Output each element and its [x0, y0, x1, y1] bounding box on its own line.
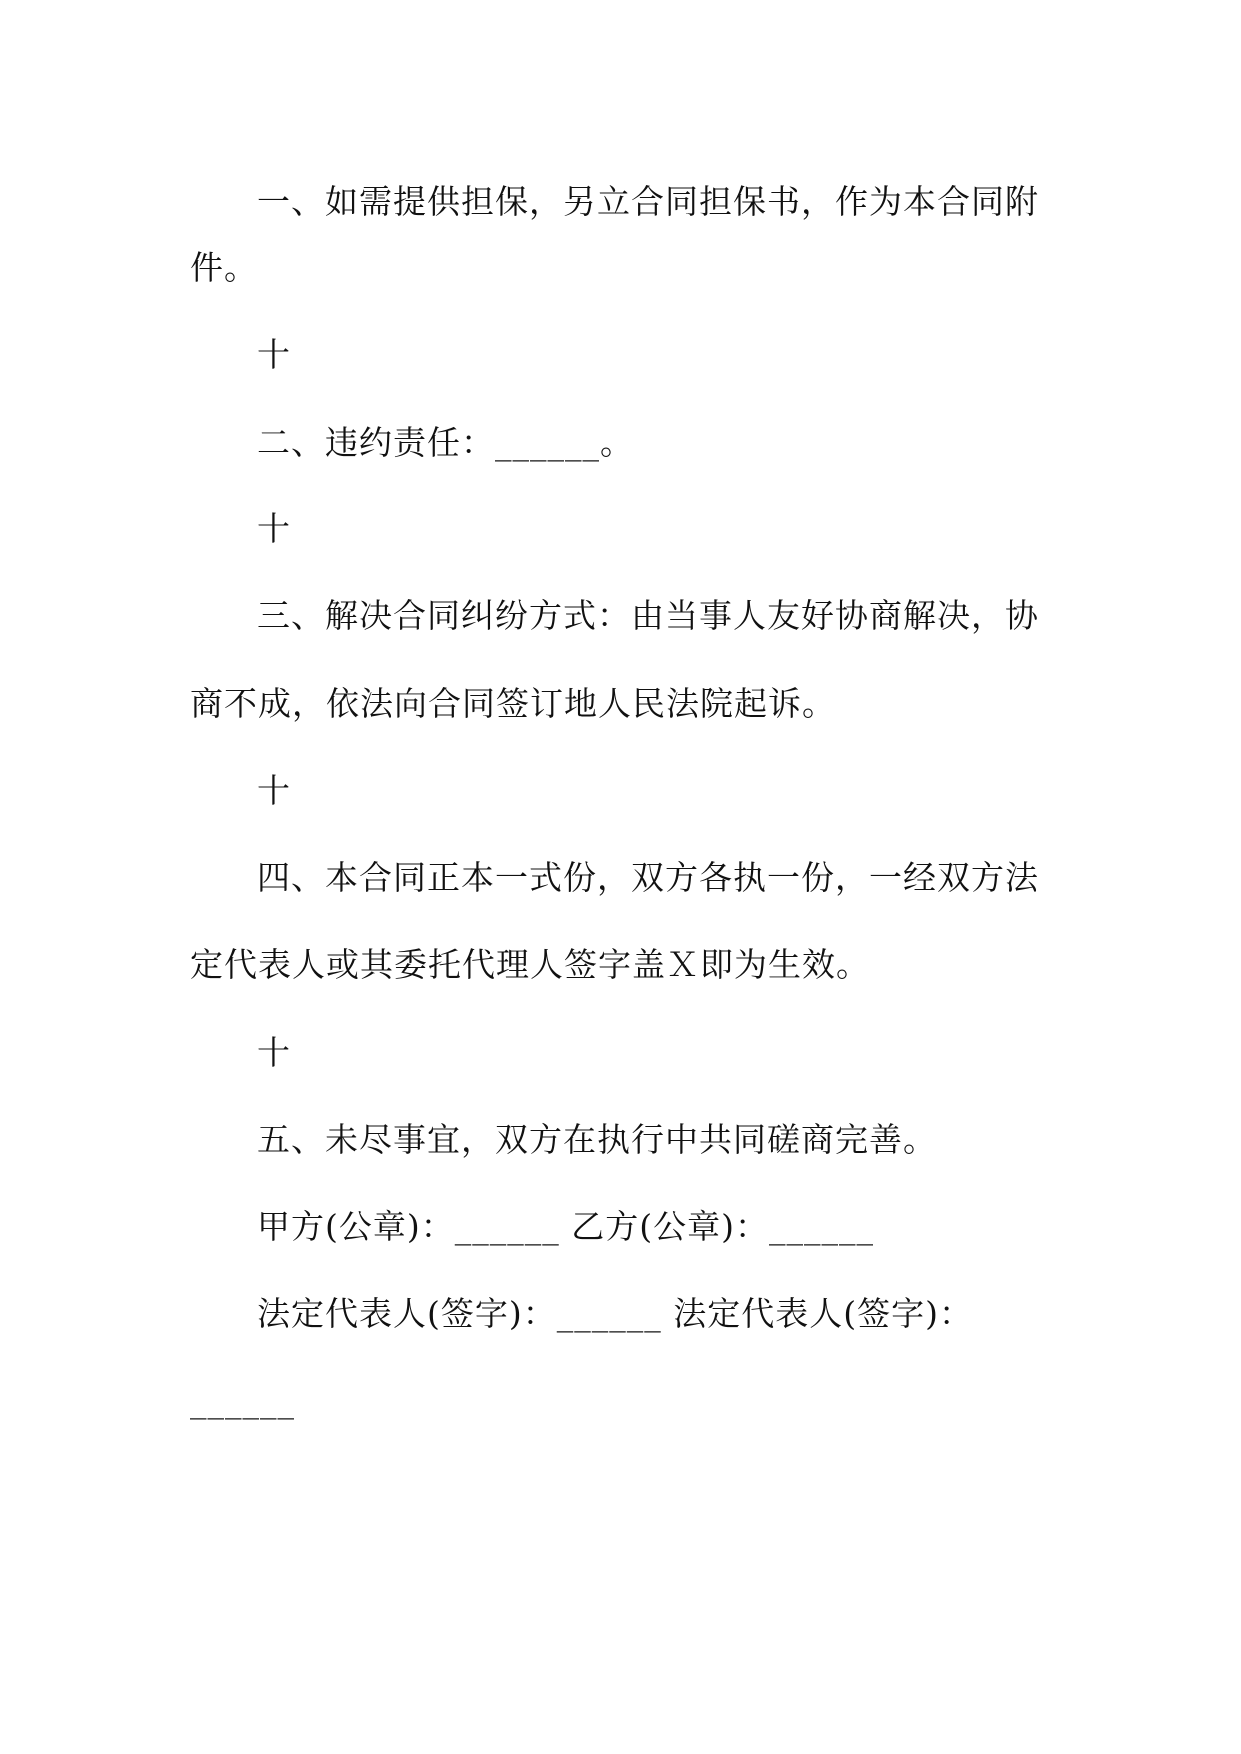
- section-marker: 十: [257, 509, 291, 548]
- clause-4-line-1: 四、本合同正本一式份，双方各执一份，一经双方法: [257, 858, 1039, 897]
- clause-1-line-2: 件。: [190, 248, 258, 287]
- clause-2-line-1: 二、违约责任：______。: [257, 423, 634, 462]
- section-marker: 十: [257, 1033, 291, 1072]
- signature-seal-line: 甲方(公章)：______ 乙方(公章)：______: [257, 1207, 874, 1246]
- section-marker: 十: [257, 335, 291, 374]
- clause-3-line-1: 三、解决合同纠纷方式：由当事人友好协商解决，协: [257, 596, 1039, 635]
- signature-representative-line: 法定代表人(签字)：______ 法定代表人(签字)：: [257, 1294, 973, 1333]
- clause-1-line-1: 一、如需提供担保，另立合同担保书，作为本合同附: [257, 182, 1039, 221]
- signature-blank-line: ______: [190, 1381, 295, 1420]
- section-marker: 十: [257, 771, 291, 810]
- clause-3-line-2: 商不成，依法向合同签订地人民法院起诉。: [190, 684, 836, 723]
- clause-4-line-2: 定代表人或其委托代理人签字盖Ｘ即为生效。: [190, 945, 870, 984]
- clause-5-line-1: 五、未尽事宜，双方在执行中共同磋商完善。: [257, 1120, 937, 1159]
